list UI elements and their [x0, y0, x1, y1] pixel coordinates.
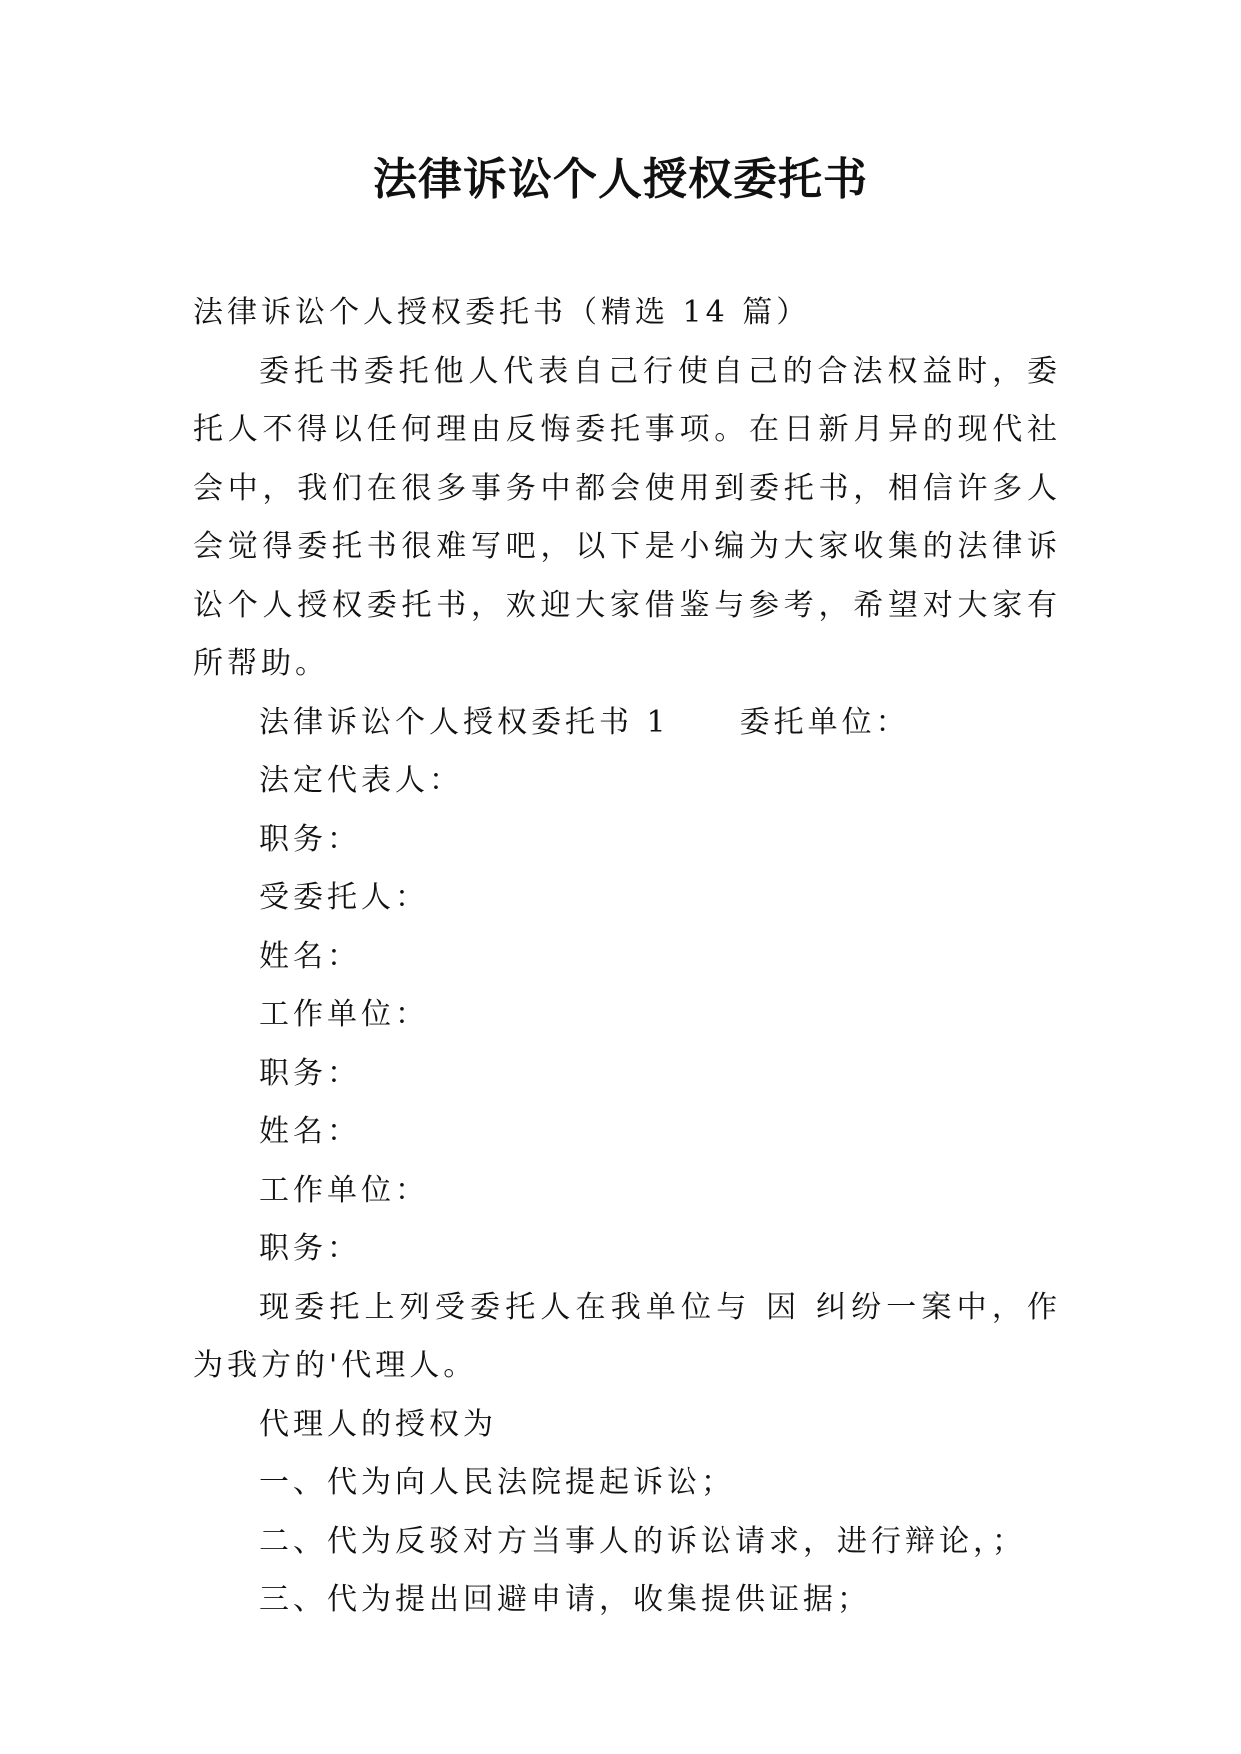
name-field: 姓名：: [259, 1114, 361, 1149]
section-heading: 法律诉讼个人授权委托书 1: [259, 704, 670, 740]
intro-paragraph: 委托书委托他人代表自己行使自己的合法权益时，委托人不得以任何理由反悔委托事项。在日新月异的现代社会中，我们在很多事务中都会使用到委托书，相信许多人会觉得委托书很难写吧，以下是小编为大家收集的法律诉讼个人授权委托书，欢迎大家借鉴与参考，希望对大家有所帮助。: [193, 353, 1061, 681]
position-field: 职务：: [259, 1055, 361, 1091]
document-title: 法律诉讼个人授权委托书: [373, 154, 868, 205]
entrusting-unit-field: 委托单位：: [739, 704, 910, 740]
name-field: 姓名：: [259, 938, 361, 974]
document-subtitle: 法律诉讼个人授权委托书（精选 14 篇）: [193, 295, 811, 330]
entrusted-person-field: 受委托人：: [259, 880, 429, 915]
document-body: [193, 284, 1061, 1630]
authority-item: 一、代为向人民法院提起诉讼；: [259, 1465, 735, 1500]
legal-representative-field: 法定代表人：: [259, 763, 463, 798]
work-unit-field: 工作单位：: [259, 997, 429, 1032]
position-field: 职务：: [259, 1231, 361, 1266]
entrust-statement: 现委托上列受委托人在我单位与 因 纠纷一案中，作为我方的'代理人。: [193, 1289, 1061, 1383]
position-field: 职务：: [259, 821, 361, 857]
authority-item: 二、代为反驳对方当事人的诉讼请求，进行辩论，；: [259, 1523, 1026, 1559]
section-heading-line: [193, 694, 1061, 753]
work-unit-field: 工作单位：: [259, 1172, 429, 1208]
authority-item: 三、代为提出回避申请，收集提供证据；: [259, 1582, 871, 1617]
authority-heading: 代理人的授权为: [259, 1406, 497, 1442]
